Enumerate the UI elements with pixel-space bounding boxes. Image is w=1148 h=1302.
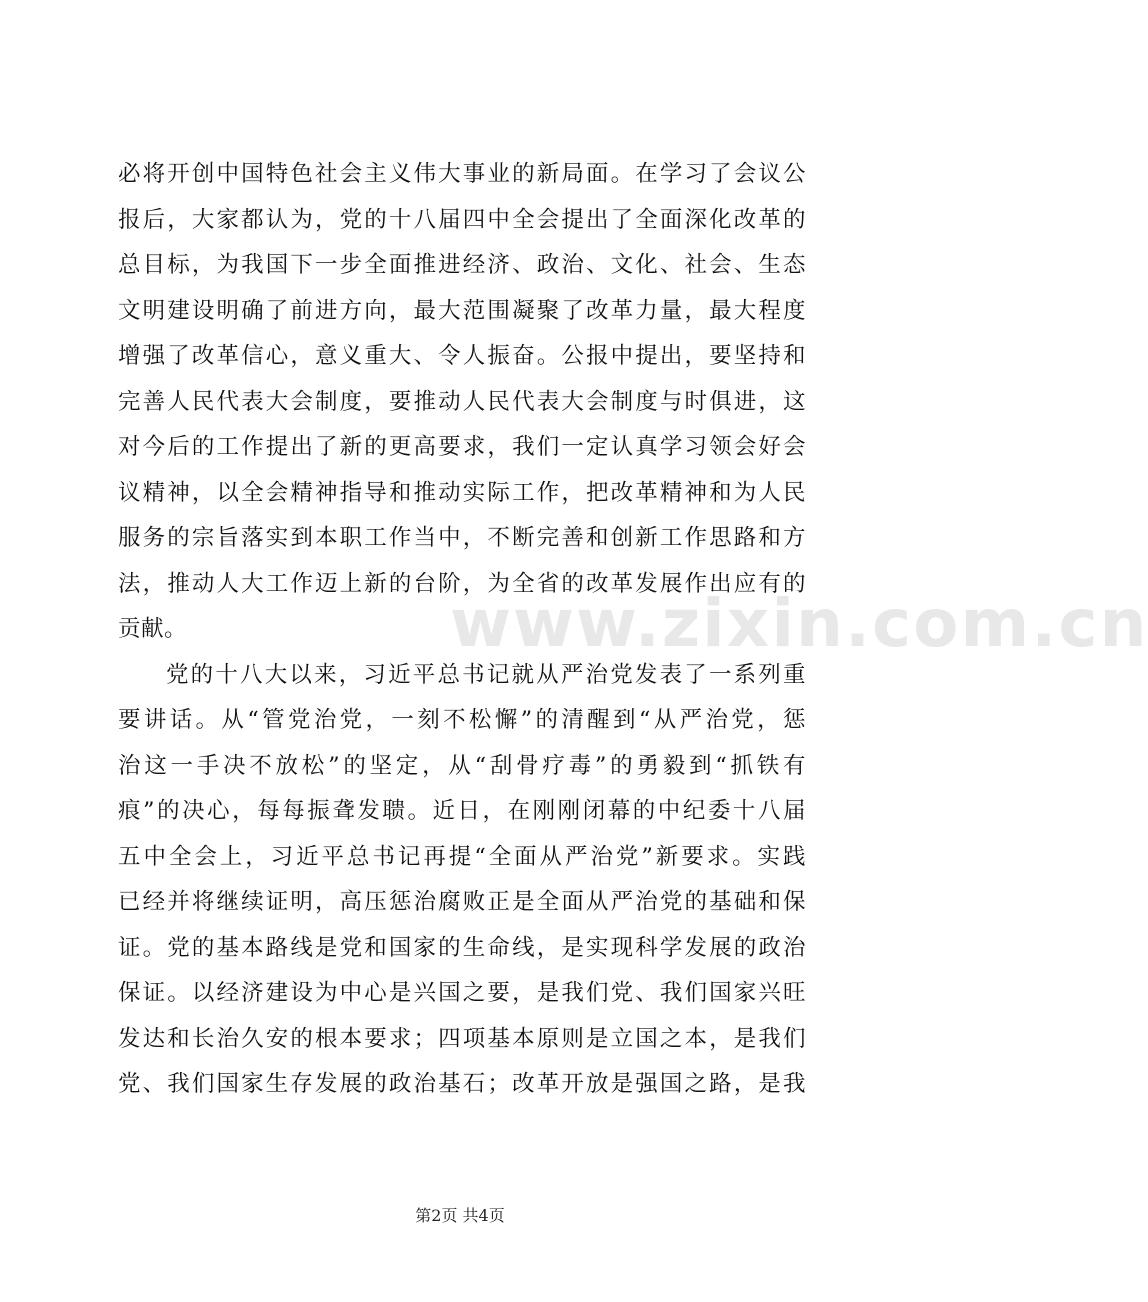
text-line: 党、我们国家生存发展的政治基石；改革开放是强国之路，是我 [118, 1071, 806, 1097]
text-line: 痕”的决心，每每振聋发聩。近日，在刚刚闭幕的中纪委十八届 [118, 798, 806, 824]
text-line: 议精神，以全会精神指导和推动实际工作，把改革精神和为人民 [118, 479, 806, 506]
text-line: 法，推动人大工作迈上新的台阶，为全省的改革发展作出应有的 [118, 570, 806, 597]
text-line: 增强了改革信心，意义重大、令人振奋。公报中提出，要坚持和 [118, 343, 806, 369]
text-line: 对今后的工作提出了新的更高要求，我们一定认真学习领会好会 [118, 434, 806, 460]
text-line: 证。党的基本路线是党和国家的生命线，是实现科学发展的政治 [118, 934, 806, 961]
paragraph-2 [118, 653, 806, 1108]
text-line: 发达和长治久安的根本要求；四项基本原则是立国之本，是我们 [118, 1025, 806, 1052]
page-number-footer: 第2页 共4页 [415, 1206, 505, 1225]
text-line: 治这一手决不放松”的坚定，从“刮骨疗毒”的勇毅到“抓铁有 [118, 752, 806, 779]
text-line: 要讲话。从“管党治党，一刻不松懈”的清醒到“从严治党，惩 [118, 707, 806, 733]
text-line: 完善人民代表大会制度，要推动人民代表大会制度与时俱进，这 [118, 388, 806, 415]
text-line: 报后，大家都认为，党的十八届四中全会提出了全面深化改革的 [118, 206, 806, 233]
paragraph-1 [118, 152, 806, 653]
text-line: 保证。以经济建设为中心是兴国之要，是我们党、我们国家兴旺 [118, 980, 806, 1006]
text-line: 服务的宗旨落实到本职工作当中，不断完善和创新工作思路和方 [118, 525, 806, 551]
text-line: 贡献。 [118, 616, 188, 642]
text-line: 必将开创中国特色社会主义伟大事业的新局面。在学习了会议公 [118, 161, 806, 187]
text-line: 总目标，为我国下一步全面推进经济、政治、文化、社会、生态 [118, 252, 806, 278]
text-line: 文明建设明确了前进方向，最大范围凝聚了改革力量，最大程度 [118, 297, 806, 324]
text-line: 五中全会上，习近平总书记再提“全面从严治党”新要求。实践 [118, 843, 806, 870]
watermark: www.zixin.com.cn [450, 585, 1148, 662]
text-line: 党的十八大以来，习近平总书记就从严治党发表了一系列重 [166, 661, 806, 688]
text-line: 已经并将继续证明，高压惩治腐败正是全面从严治党的基础和保 [118, 889, 806, 915]
